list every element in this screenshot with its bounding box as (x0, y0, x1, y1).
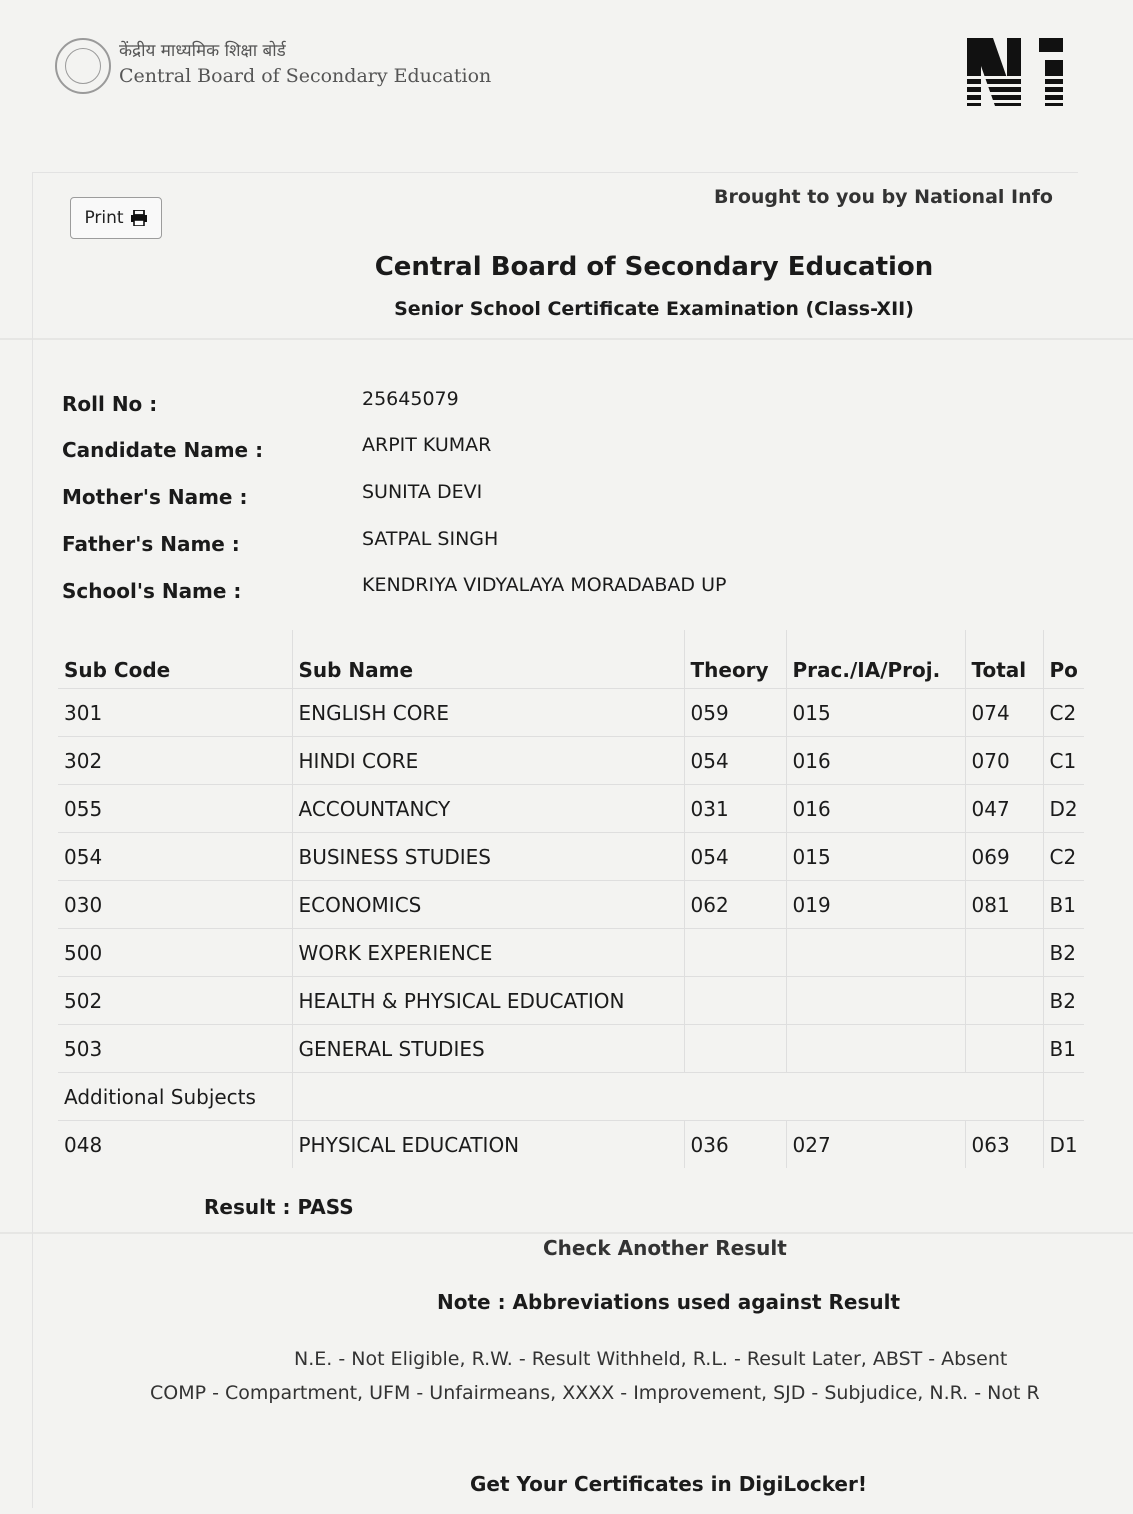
sub-name-cell: BUSINESS STUDIES (292, 833, 684, 881)
sub-name-cell: ENGLISH CORE (292, 689, 684, 737)
total-cell: 047 (965, 785, 1043, 833)
marks-header-row (58, 630, 1084, 689)
brought-by-text: Brought to you by National Info (714, 186, 1053, 208)
total-cell (965, 977, 1043, 1025)
candidate-name-value: ARPIT KUMAR (362, 434, 492, 456)
sub-name-cell: GENERAL STUDIES (292, 1025, 684, 1073)
sub-code-cell: 500 (58, 929, 292, 977)
sub-code-cell: 502 (58, 977, 292, 1025)
additional-subjects-label: Additional Subjects (58, 1073, 292, 1121)
mother-name-value: SUNITA DEVI (362, 481, 483, 503)
result-status: Result : PASS (204, 1195, 354, 1219)
sub-code-cell: 054 (58, 833, 292, 881)
table-row (58, 881, 1084, 929)
sub-name-cell: ACCOUNTANCY (292, 785, 684, 833)
print-button[interactable] (70, 197, 162, 239)
col-sub-code: Sub Code (64, 658, 171, 682)
practical-cell (786, 929, 965, 977)
practical-cell: 015 (786, 689, 965, 737)
total-cell (965, 929, 1043, 977)
grade-cell: D1 (1043, 1121, 1084, 1169)
practical-cell: 016 (786, 737, 965, 785)
digilocker-link[interactable]: Get Your Certificates in DigiLocker! (470, 1472, 867, 1496)
mother-name-label: Mother's Name : (62, 485, 248, 509)
roll-label: Roll No : (62, 392, 158, 416)
check-another-result-link[interactable]: Check Another Result (543, 1236, 787, 1260)
total-cell: 081 (965, 881, 1043, 929)
abbreviations-line-2: COMP - Compartment, UFM - Unfairmeans, XXXX - Improvement, SJD - Subjudice, N.R. - Not R (150, 1382, 1040, 1404)
practical-cell: 027 (786, 1121, 965, 1169)
board-title-block (119, 38, 491, 87)
theory-cell (684, 1025, 786, 1073)
grade-cell: C2 (1043, 833, 1084, 881)
total-cell: 069 (965, 833, 1043, 881)
school-name-value: KENDRIYA VIDYALAYA MORADABAD UP (362, 574, 727, 596)
table-row (58, 785, 1084, 833)
sub-code-cell: 302 (58, 737, 292, 785)
table-row (58, 1025, 1084, 1073)
sub-code-cell: 503 (58, 1025, 292, 1073)
practical-cell (786, 1025, 965, 1073)
additional-subjects-row (58, 1073, 1084, 1121)
col-sub-name: Sub Name (292, 630, 684, 689)
total-cell: 063 (965, 1121, 1043, 1169)
practical-cell: 015 (786, 833, 965, 881)
table-row (58, 1121, 1084, 1169)
table-row (58, 689, 1084, 737)
practical-cell: 016 (786, 785, 965, 833)
marks-table (58, 630, 1084, 1168)
grade-cell: D2 (1043, 785, 1084, 833)
theory-cell: 036 (684, 1121, 786, 1169)
grade-cell: B2 (1043, 977, 1084, 1025)
father-name-value: SATPAL SINGH (362, 528, 499, 550)
sub-name-cell: HEALTH & PHYSICAL EDUCATION (292, 977, 684, 1025)
grade-cell: C1 (1043, 737, 1084, 785)
sub-name-cell: ECONOMICS (292, 881, 684, 929)
table-row (58, 833, 1084, 881)
theory-cell: 031 (684, 785, 786, 833)
theory-cell: 059 (684, 689, 786, 737)
table-row (58, 737, 1084, 785)
printer-icon (130, 210, 148, 226)
exam-title: Senior School Certificate Examination (Class-XII) (394, 298, 914, 320)
col-theory: Theory (684, 630, 786, 689)
page-title: Central Board of Secondary Education (374, 252, 934, 282)
total-cell: 074 (965, 689, 1043, 737)
theory-cell (684, 929, 786, 977)
table-row (58, 929, 1084, 977)
total-cell (965, 1025, 1043, 1073)
theory-cell: 062 (684, 881, 786, 929)
sub-name-cell: PHYSICAL EDUCATION (292, 1121, 684, 1169)
sub-name-cell: HINDI CORE (292, 737, 684, 785)
total-cell: 070 (965, 737, 1043, 785)
sub-code-cell: 055 (58, 785, 292, 833)
grade-cell: B2 (1043, 929, 1084, 977)
theory-cell: 054 (684, 833, 786, 881)
cbse-logo-icon (55, 38, 111, 94)
practical-cell (786, 977, 965, 1025)
abbreviations-line-1: N.E. - Not Eligible, R.W. - Result Withheld, R.L. - Result Later, ABST - Absent (294, 1348, 1008, 1370)
print-label: Print (84, 208, 124, 228)
grade-cell: B1 (1043, 1025, 1084, 1073)
practical-cell: 019 (786, 881, 965, 929)
sub-code-cell: 301 (58, 689, 292, 737)
grade-cell: C2 (1043, 689, 1084, 737)
col-total: Total (965, 630, 1043, 689)
sub-name-cell: WORK EXPERIENCE (292, 929, 684, 977)
grade-cell: B1 (1043, 881, 1084, 929)
roll-value: 25645079 (362, 388, 459, 410)
col-grade: Po (1043, 630, 1084, 689)
sub-code-cell: 048 (58, 1121, 292, 1169)
page-header (55, 38, 1095, 118)
theory-cell: 054 (684, 737, 786, 785)
table-row (58, 977, 1084, 1025)
col-practical: Prac./IA/Proj. (786, 630, 965, 689)
abbreviations-note-title: Note : Abbreviations used against Result (437, 1290, 901, 1314)
theory-cell (684, 977, 786, 1025)
board-name-english: Central Board of Secondary Education (119, 65, 492, 87)
sub-code-cell: 030 (58, 881, 292, 929)
father-name-label: Father's Name : (62, 532, 240, 556)
school-name-label: School's Name : (62, 579, 242, 603)
candidate-name-label: Candidate Name : (62, 438, 264, 462)
board-name-hindi: केंद्रीय माध्यमिक शिक्षा बोर्ड (119, 41, 286, 61)
ni-logo-icon (967, 38, 1065, 106)
